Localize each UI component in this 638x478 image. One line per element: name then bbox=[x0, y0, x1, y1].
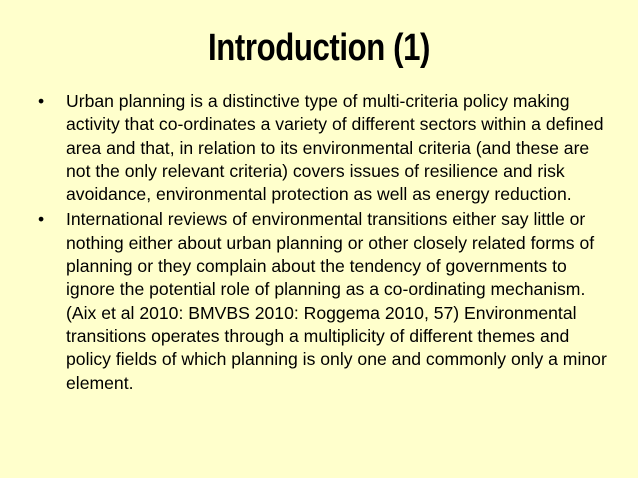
bullet-marker: • bbox=[38, 209, 45, 230]
slide-title: Introduction (1) bbox=[208, 27, 430, 69]
bullet-text: International reviews of environmental transitions either say little or nothing either about urban planning or other closely related forms of planning or they complain about the tendency of governments to ignore the potential role of planning as a co-ordinating mechanism. (Aix et al 2010: BMVBS 2010: Roggema 2010, 57) Environmental transitions operates through a multiplicity of different themes and policy fields of which planning is only one and commonly only a minor element. bbox=[66, 209, 607, 393]
bullet-item bbox=[38, 90, 608, 206]
bullet-marker: • bbox=[38, 91, 45, 111]
bullet-list bbox=[38, 90, 608, 397]
bullet-text: Urban planning is a distinctive type of multi-criteria policy making activity that co-ordinates a variety of different sectors within a defined area and that, in relation to its environmental criteria (and these are not the only relevant criteria) covers issues of resilience and risk avoidance, environmental protection as well as energy reduction. bbox=[66, 91, 604, 205]
bullet-item bbox=[38, 208, 608, 394]
